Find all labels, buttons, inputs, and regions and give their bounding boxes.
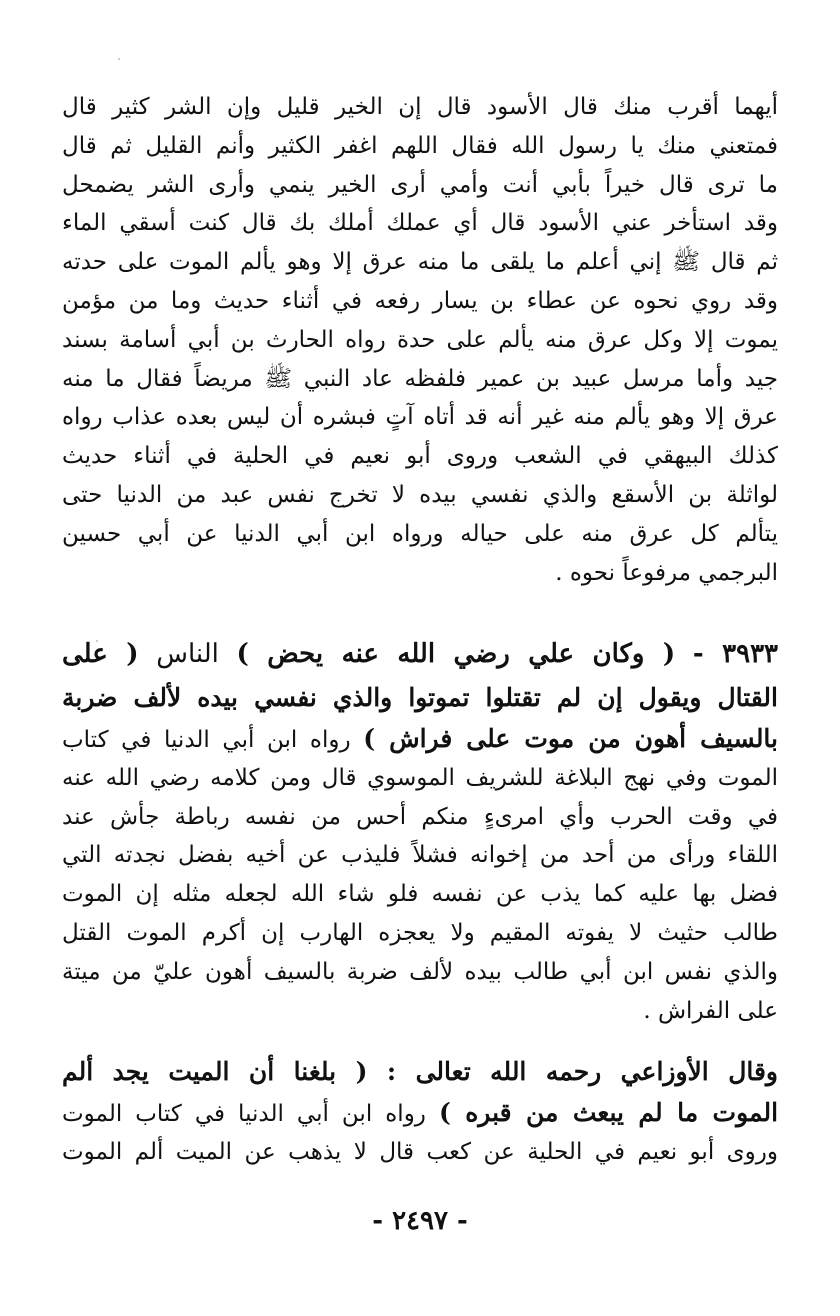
text-line: البرجمي مرفوعاً نحوه . bbox=[555, 559, 778, 586]
text-line: فمتعني منك يا رسول الله فقال اللهم اغفر الكثير وأنم القليل ثم قال bbox=[62, 132, 778, 159]
text-line: جيد وأما مرسل عبيد بن عمير فلفظه عاد النبي ﷺ مريضاً فقال ما منه bbox=[62, 365, 778, 392]
entry-quote: ( على bbox=[62, 639, 139, 669]
page-number: - ٢٤٩٧ - bbox=[372, 1206, 468, 1236]
entry-text: رواه ابن أبي الدنيا في كتاب bbox=[62, 727, 351, 753]
text-line: ما ترى قال خيراً بأبي أنت وأمي أرى الخير ينمي وأرى الشر يضمحل bbox=[62, 171, 778, 198]
text-line: وروى أبو نعيم في الحلية عن كعب قال لا يذهب عن الميت ألم الموت bbox=[62, 1138, 778, 1165]
text-line: على الفراش . bbox=[643, 997, 778, 1024]
text-line: عرق إلا وهو يألم منه غير أنه قد أتاه آتٍ فبشره أن ليس بعده عذاب رواه bbox=[62, 404, 778, 431]
entry-quote: ( وكان علي رضي الله عنه يحض ) bbox=[236, 639, 676, 669]
plain-text: رواه ابن أبي الدنيا في كتاب الموت bbox=[62, 1101, 426, 1127]
entry-text: الناس bbox=[156, 639, 219, 669]
quote-mixed-line bbox=[62, 1094, 778, 1133]
paper-speck bbox=[118, 58, 120, 60]
text-line: أيهما أقرب منك قال الأسود قال إن الخير قليل وإن الشر كثير قال bbox=[62, 94, 778, 120]
paragraph-awzai-quote bbox=[62, 1050, 778, 1172]
text-line: يموت إلا وكل عرق منه يألم على حدة رواه الحارث بن أبي أسامة بسند bbox=[62, 326, 778, 353]
entry-mixed-line bbox=[62, 720, 778, 759]
entry-heading-line bbox=[62, 632, 778, 676]
text-line: لواثلة بن الأسقع والذي نفسي بيده لا تخرج نفس عبد من الدنيا حتى bbox=[62, 481, 778, 508]
text-line: الموت وفي نهج البلاغة للشريف الموسوي قال ومن كلامه رضي الله عنه bbox=[62, 764, 778, 791]
text-line: وقد استأخر عني الأسود قال أي عملك أملك بك قال كنت أسقي الماء bbox=[62, 210, 778, 237]
text-line: كذلك البيهقي في الشعب وروى أبو نعيم في الحلية في أثناء حديث bbox=[62, 443, 778, 470]
text-line: في وقت الحرب وأي امرىءٍ منكم أحس من نفسه رباطة جأش عند bbox=[62, 803, 778, 830]
text-line: ثم قال ﷺ إني أعلم ما يلقى ما منه عرق إلا وهو يألم الموت على حدته bbox=[62, 249, 778, 276]
text-line: طالب حثيث لا يفوته المقيم ولا يعجزه الهارب إن أكرم الموت القتل bbox=[62, 919, 778, 946]
text-line: يتألم كل عرق منه على حياله ورواه ابن أبي الدنيا عن أبي حسين bbox=[62, 520, 778, 547]
entry-3933 bbox=[62, 632, 778, 1030]
entry-quote-line: القتال ويقول إن لم تقتلوا تموتوا والذي نفسي بيده لألف ضربة bbox=[62, 683, 778, 712]
text-line: والذي نفس ابن أبي طالب بيده لألف ضربة بالسيف أهون عليّ من ميتة bbox=[62, 958, 778, 985]
entry-number: ٣٩٣٣ - bbox=[692, 639, 778, 669]
quote-text: الموت ما لم يبعث من قبره ) bbox=[438, 1098, 778, 1127]
entry-quote: بالسيف أهون من موت على فراش ) bbox=[363, 724, 778, 753]
quote-line: وقال الأوزاعي رحمه الله تعالى : ( بلغنا أن الميت يجد ألم bbox=[62, 1057, 778, 1086]
text-line: فضل بها عليه كما يذب عن نفسه فلو شاء الله لجعله مثله إن الموت bbox=[62, 881, 778, 908]
text-line: اللقاء ورأى من أحد من إخوانه فشلاً فليذب عن أخيه بفضل نجدته التي bbox=[62, 842, 778, 869]
paragraph-hadith-commentary bbox=[62, 88, 778, 592]
text-line: وقد روي نحوه عن عطاء بن يسار رفعه في أثناء حديث وما من مؤمن bbox=[62, 287, 778, 314]
